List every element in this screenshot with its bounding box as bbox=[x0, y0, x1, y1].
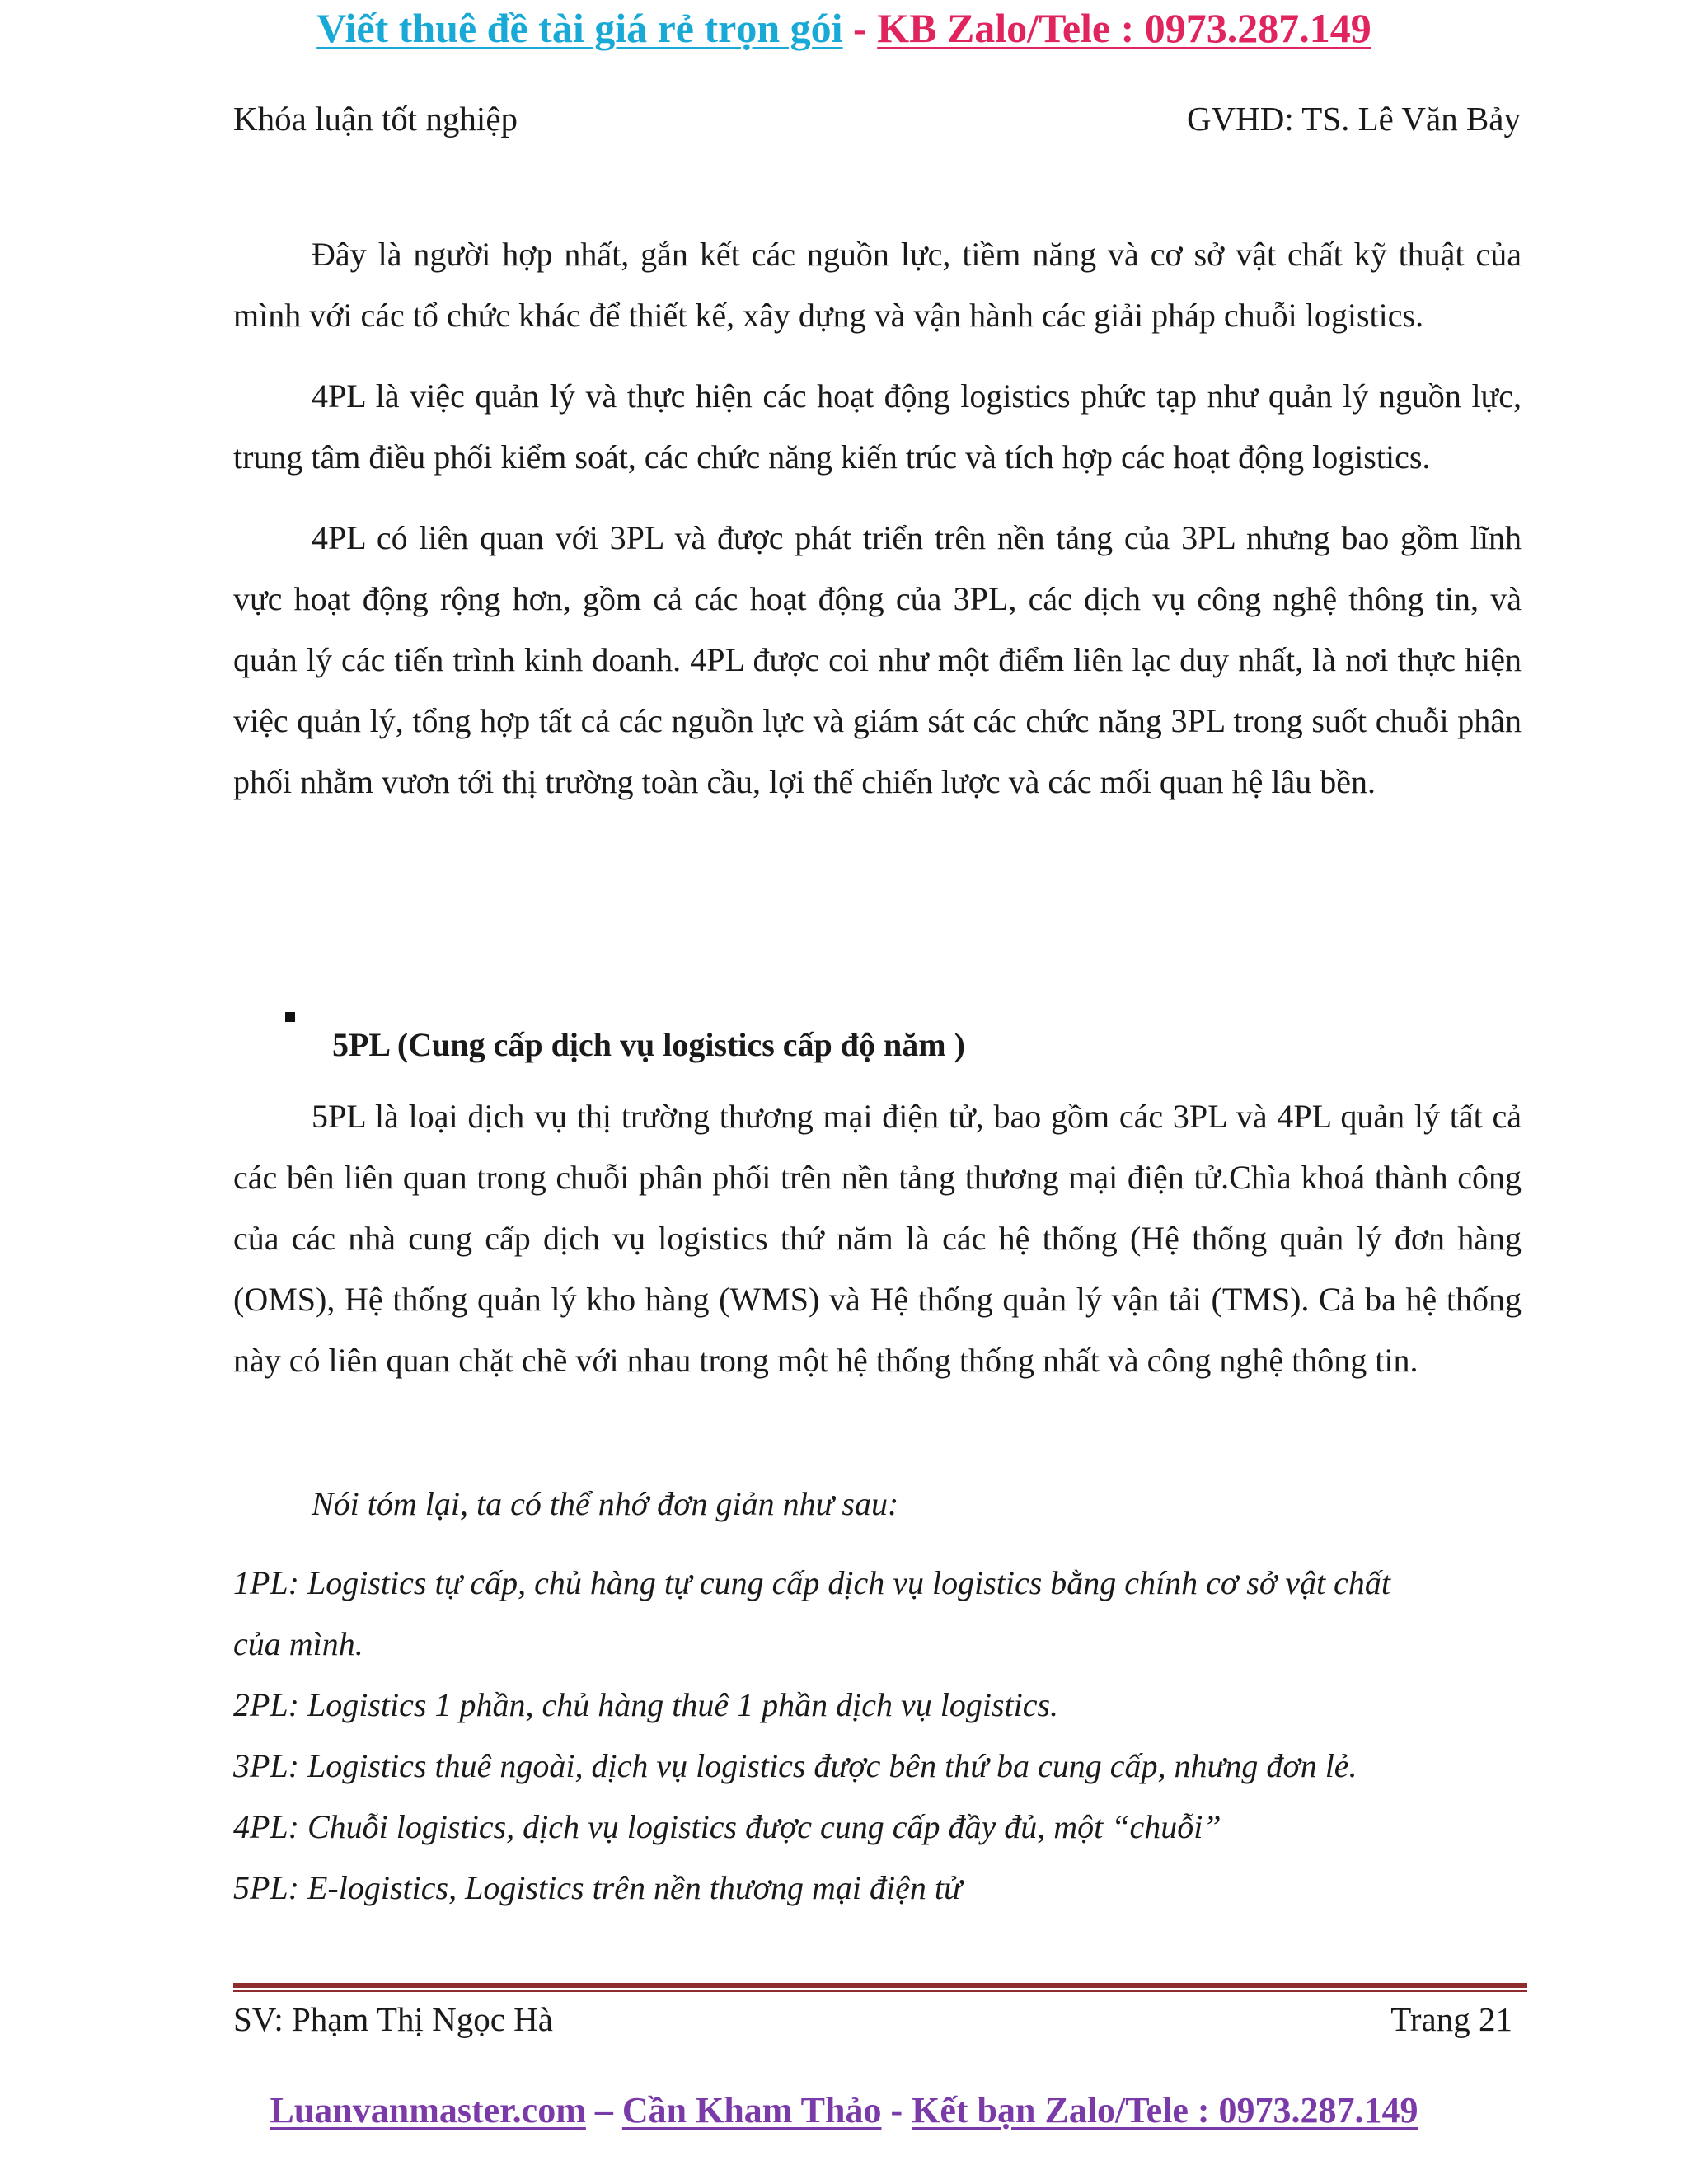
bottom-banner-separator: - bbox=[881, 2090, 912, 2130]
top-banner-separator: - bbox=[842, 5, 878, 51]
summary-item: của mình. bbox=[233, 1625, 363, 1662]
top-banner bbox=[0, 2, 1688, 54]
summary-item: 1PL: Logistics tự cấp, chủ hàng tự cung cấp dịch vụ logistics bằng chính cơ sở vật chất bbox=[233, 1564, 1390, 1601]
header-right: GVHD: TS. Lê Văn Bảy bbox=[1186, 100, 1521, 138]
bottom-banner-link-site[interactable]: Luanvanmaster.com bbox=[270, 2090, 586, 2130]
body-paragraphs bbox=[233, 224, 1522, 832]
section-heading-text: 5PL (Cung cấp dịch vụ logistics cấp độ năm ) bbox=[332, 1026, 965, 1063]
paragraph-1: Đây là người hợp nhất, gắn kết các nguồn lực, tiềm năng và cơ sở vật chất kỹ thuật của mình với các tổ chức khác để thiết kế, xây dựng và vận hành các giải pháp chuỗi logistics. bbox=[233, 236, 1522, 334]
summary-intro: Nói tóm lại, ta có thể nhớ đơn giản như sau: bbox=[312, 1485, 899, 1522]
body-5pl bbox=[233, 1086, 1522, 1411]
bullet-square-icon bbox=[285, 1012, 295, 1022]
footer-page-number: Trang 21 bbox=[1390, 2000, 1512, 2038]
bottom-banner-link-contact[interactable]: Kết bạn Zalo/Tele : 0973.287.149 bbox=[912, 2090, 1418, 2130]
summary-item: 5PL: E-logistics, Logistics trên nền thương mại điện tử bbox=[233, 1869, 962, 1906]
summary-list bbox=[233, 1553, 1522, 1919]
summary-item: 4PL: Chuỗi logistics, dịch vụ logistics được cung cấp đầy đủ, một “chuỗi” bbox=[233, 1808, 1221, 1845]
bottom-banner-link-name[interactable]: Cần Kham Thảo bbox=[621, 2090, 882, 2130]
paragraph-3: 4PL có liên quan với 3PL và được phát triển trên nền tảng của 3PL nhưng bao gồm lĩnh vực hoạt động rộng hơn, gồm cả các hoạt động của 3PL, các dịch vụ công nghệ thông tin, và quản lý các tiến trình kinh doanh. 4PL được coi như một điểm liên lạc duy nhất, là nơi thực hiện việc quản lý, tổng hợp tất cả các nguồn lực và giám sát các chức năng 3PL trong suốt chuỗi phân phối nhằm vươn tới thị trường toàn cầu, lợi thế chiến lược và các mối quan hệ lâu bền. bbox=[233, 519, 1522, 800]
section-heading bbox=[284, 1022, 965, 1068]
paragraph-5pl: 5PL là loại dịch vụ thị trường thương mại điện tử, bao gồm các 3PL và 4PL quản lý tất cả các bên liên quan trong chuỗi phân phối trên nền tảng thương mại điện tử.Chìa khoá thành công của các nhà cung cấp dịch vụ logistics thứ năm là các hệ thống (Hệ thống quản lý đơn hàng (OMS), Hệ thống quản lý kho hàng (WMS) và Hệ thống quản lý vận tải (TMS). Cả ba hệ thống này có liên quan chặt chẽ với nhau trong một hệ thống thống nhất và công nghệ thông tin. bbox=[233, 1098, 1522, 1379]
top-banner-link-contact[interactable]: KB Zalo/Tele : 0973.287.149 bbox=[877, 5, 1372, 51]
paragraph-2: 4PL là việc quản lý và thực hiện các hoạt động logistics phức tạp như quản lý nguồn lực, trung tâm điều phối kiểm soát, các chức năng kiến trúc và tích hợp các hoạt động logistics. bbox=[233, 377, 1522, 476]
bottom-banner bbox=[0, 2088, 1688, 2134]
summary-item: 2PL: Logistics 1 phần, chủ hàng thuê 1 phần dịch vụ logistics. bbox=[233, 1686, 1059, 1723]
footer-left: SV: Phạm Thị Ngọc Hà bbox=[233, 2000, 553, 2038]
summary-item: 3PL: Logistics thuê ngoài, dịch vụ logistics được bên thứ ba cung cấp, nhưng đơn lẻ. bbox=[233, 1747, 1357, 1784]
top-banner-link-service[interactable]: Viết thuê đề tài giá rẻ trọn gói bbox=[316, 5, 843, 51]
summary-intro-block bbox=[233, 1474, 1522, 1535]
footer-divider bbox=[233, 1983, 1527, 1992]
bottom-banner-separator: – bbox=[585, 2090, 622, 2130]
header-left: Khóa luận tốt nghiệp bbox=[233, 100, 518, 138]
